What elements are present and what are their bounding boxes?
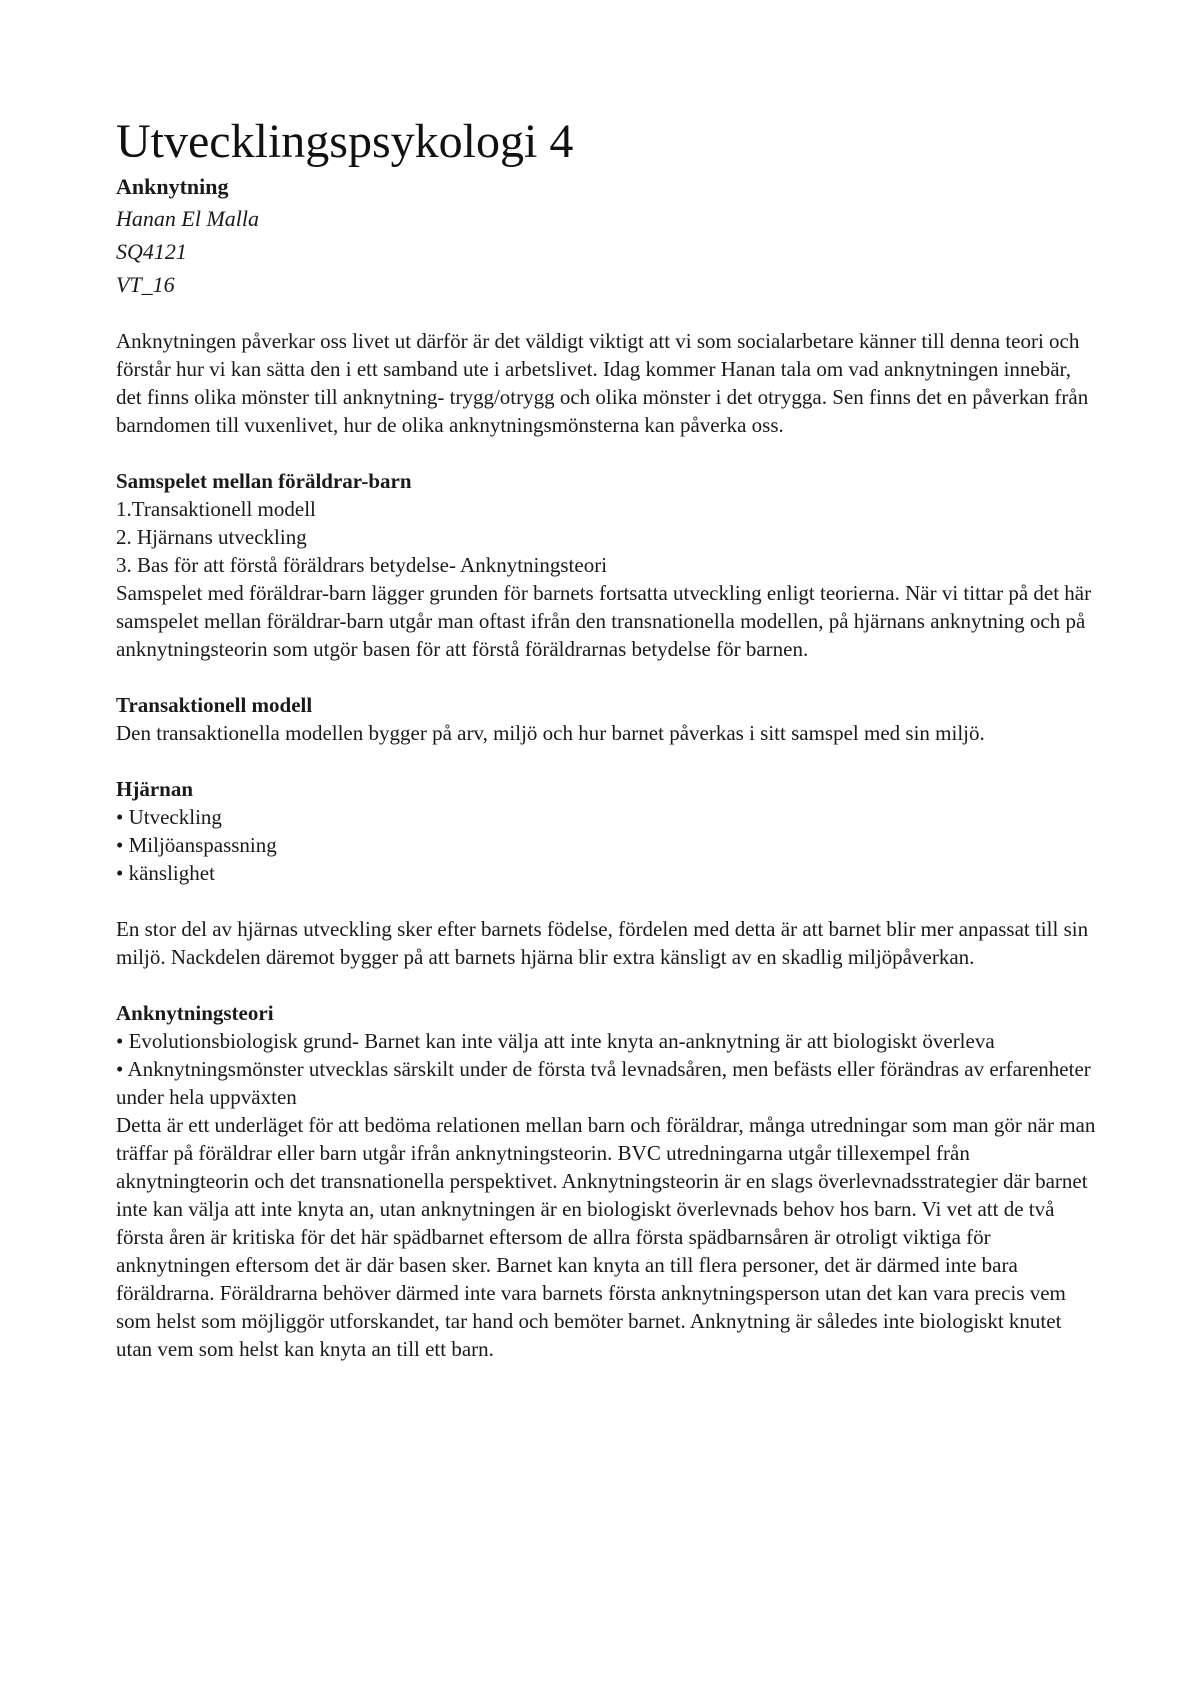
samspelet-heading: Samspelet mellan föräldrar-barn [116, 469, 412, 493]
anknytningsteori-section [116, 999, 1096, 1363]
author-name: Hanan El Malla [116, 206, 259, 231]
list-item: • känslighet [116, 861, 215, 885]
samspelet-paragraph: Samspelet med föräldrar-barn lägger grunden för barnets fortsatta utveckling enligt teorierna. När vi tittar på det här samspelet mellan föräldrar-barn utgår man oftast ifrån den transnationella modellen, på hjärnans anknytning och på anknytningsteorin som utgör basen för att förstå föräldrarnas betydelse för barnen. [116, 581, 1092, 661]
list-item: • Anknytningsmönster utvecklas särskilt under de första två levnadsåren, men befästs eller förändras av erfarenheter under hela uppväxten [116, 1057, 1091, 1109]
document-meta [116, 202, 1096, 301]
document-subtitle: Anknytning [116, 174, 229, 199]
spacer [116, 887, 1096, 915]
hjarnan-section [116, 775, 1096, 971]
hjarnan-paragraph: En stor del av hjärnas utveckling sker efter barnets födelse, fördelen med detta är att barnet blir mer anpassat till sin miljö. Nackdelen däremot bygger på att barnets hjärna blir extra känsligt av en skadlig miljöpåverkan. [116, 917, 1089, 969]
list-item: • Evolutionsbiologisk grund- Barnet kan inte välja att inte knyta an-anknytning är att biologiskt överleva [116, 1029, 995, 1053]
course-code: SQ4121 [116, 239, 187, 264]
list-item: 1.Transaktionell modell [116, 497, 316, 521]
anknytningsteori-heading: Anknytningsteori [116, 1001, 274, 1025]
intro-section [116, 327, 1096, 439]
list-item: • Miljöanspassning [116, 833, 277, 857]
list-item: • Utveckling [116, 805, 222, 829]
samspelet-section [116, 467, 1096, 663]
intro-paragraph: Anknytningen påverkar oss livet ut därför är det väldigt viktigt att vi som socialarbetare känner till denna teori och förstår hur vi kan sätta den i ett samband ute i arbetslivet. Idag kommer Hanan tala om vad anknytningen innebär, det finns olika mönster till anknytning- trygg/otrygg och olika mönster i det otrygga. Sen finns det en påverkan från barndomen till vuxenlivet, hur de olika anknytningsmönsterna kan påverka oss. [116, 329, 1089, 437]
list-item: 3. Bas för att förstå föräldrars betydelse- Anknytningsteori [116, 553, 608, 577]
list-item: 2. Hjärnans utveckling [116, 525, 307, 549]
document-page [116, 112, 1096, 1391]
transaktionell-paragraph: Den transaktionella modellen bygger på arv, miljö och hur barnet påverkas i sitt samspel med sin miljö. [116, 721, 985, 745]
term: VT_16 [116, 272, 175, 297]
anknytningsteori-paragraph: Detta är ett underläget för att bedöma relationen mellan barn och föräldrar, många utredningar som man gör när man träffar på föräldrar eller barn utgår ifrån anknytningsteorin. BVC utredningarna utgår tillexempel från aknytningteorin och det transnationella perspektivet. Anknytningsteorin är en slags överlevnadsstrategier där barnet inte kan välja att inte knyta an, utan anknytningen är en biologiskt överlevnads behov hos barn. Vi vet att de två första åren är kritiska för det här spädbarnet eftersom de allra första spädbarnsåren är otroligt viktiga för anknytningen eftersom det är där basen sker. Barnet kan knyta an till flera personer, det är därmed inte bara föräldrarna. Föräldrarna behöver därmed inte vara barnets första anknytningsperson utan det kan vara precis vem som helst som möjliggör utforskandet, tar hand och bemöter barnet. Anknytning är således inte biologiskt knutet utan vem som helst kan knyta an till ett barn. [116, 1113, 1096, 1361]
transaktionell-section [116, 691, 1096, 747]
document-title: Utvecklingspsykologi 4 [116, 115, 574, 168]
transaktionell-heading: Transaktionell modell [116, 693, 313, 717]
hjarnan-heading: Hjärnan [116, 777, 194, 801]
